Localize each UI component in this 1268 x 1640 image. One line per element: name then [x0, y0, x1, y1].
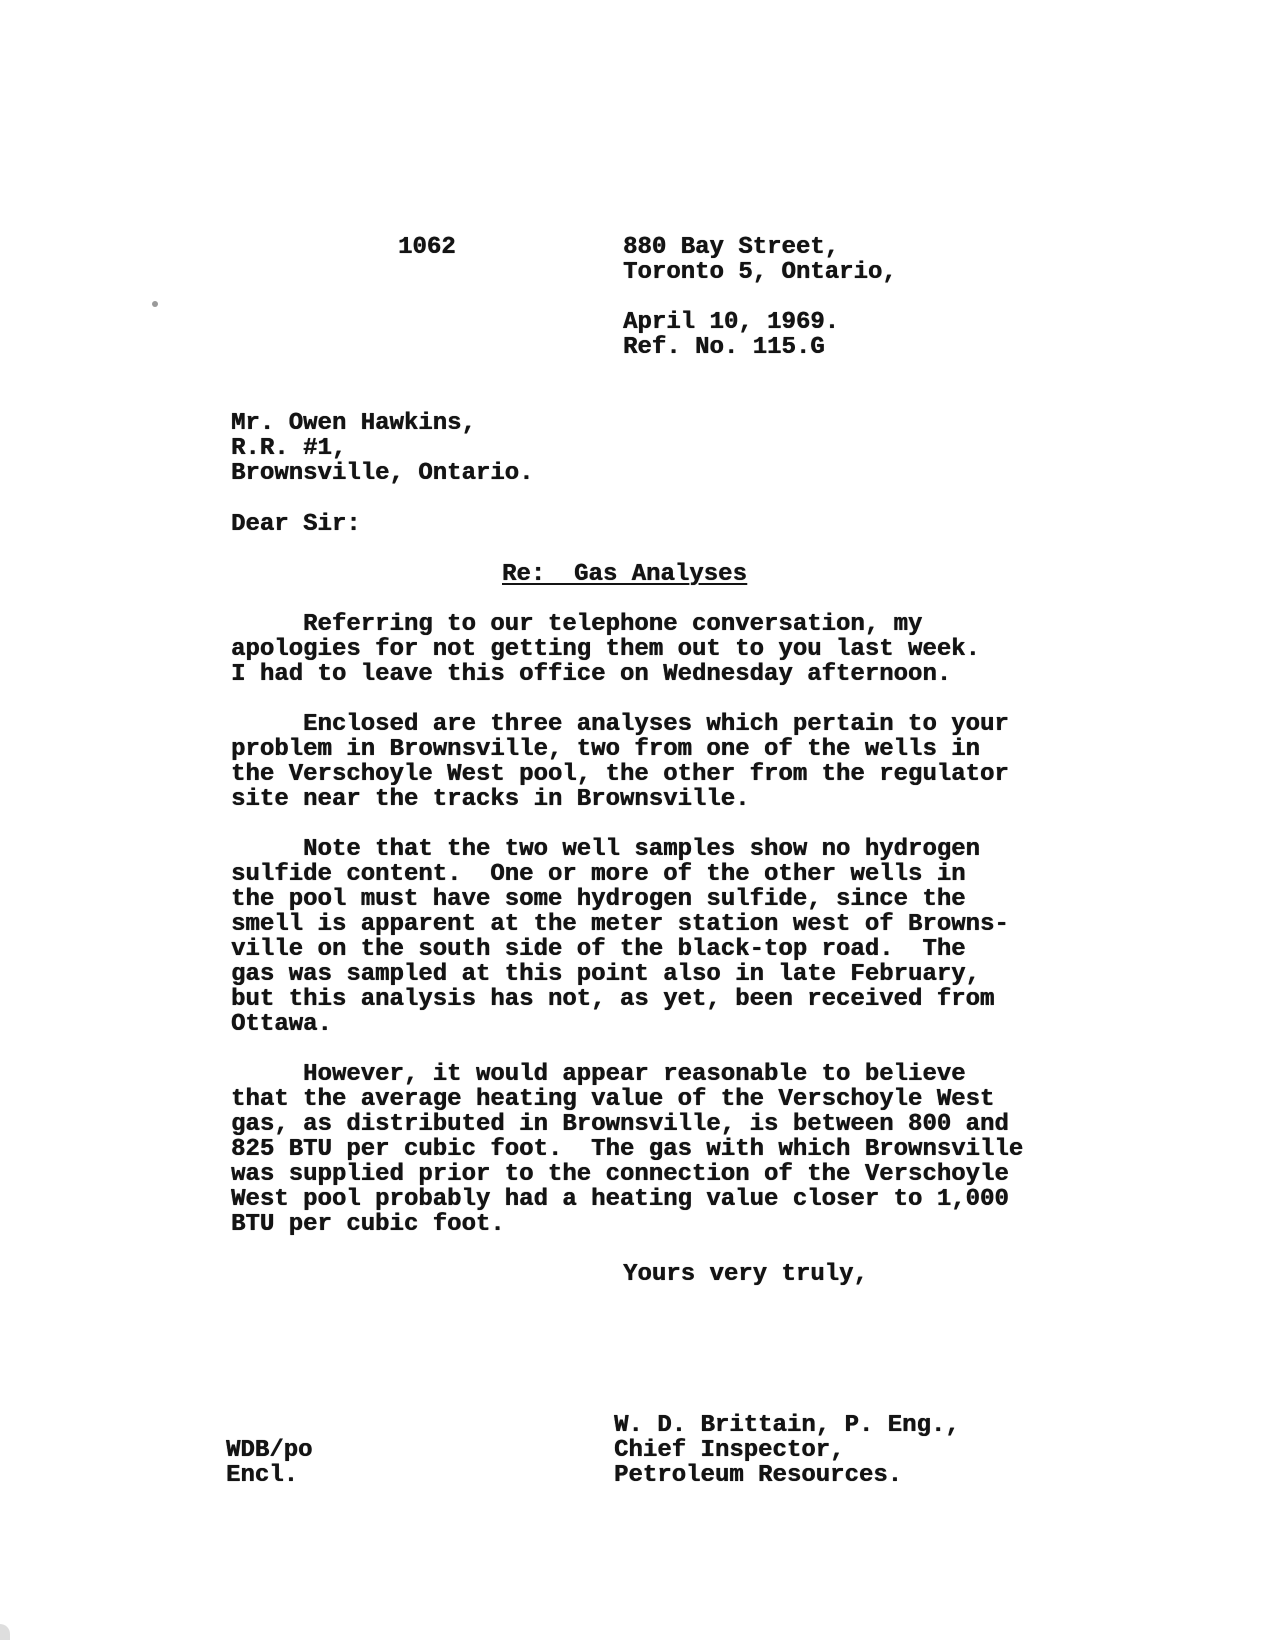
- scan-corner-mark: [0, 1624, 10, 1640]
- body-line: sulfide content. One or more of the other wells in: [231, 861, 966, 888]
- address-line: Toronto 5, Ontario,: [623, 259, 897, 286]
- recipient-line: Brownsville, Ontario.: [231, 460, 534, 487]
- paper-speck: [152, 301, 158, 307]
- body-line: West pool probably had a heating value closer to 1,000: [231, 1186, 1009, 1213]
- body-line: problem in Brownsville, two from one of the wells in: [231, 736, 980, 763]
- body-paragraph-1: [231, 612, 980, 687]
- body-line: 825 BTU per cubic foot. The gas with which Brownsville: [231, 1136, 1024, 1163]
- salutation: Dear Sir:: [231, 511, 361, 538]
- body-line: the Verschoyle West pool, the other from the regulator: [231, 761, 1009, 788]
- address-line: 880 Bay Street,: [623, 234, 840, 261]
- body-line: smell is apparent at the meter station west of Browns-: [231, 911, 1009, 938]
- body-paragraph-4: [231, 1062, 1023, 1237]
- recipient-line: Mr. Owen Hawkins,: [231, 410, 476, 437]
- body-line: gas, as distributed in Brownsville, is between 800 and: [231, 1111, 1009, 1138]
- date-block: [623, 310, 839, 360]
- body-line: I had to leave this office on Wednesday afternoon.: [231, 661, 952, 688]
- signature-line: Chief Inspector,: [614, 1437, 845, 1464]
- body-line: that the average heating value of the Verschoyle West: [231, 1086, 995, 1113]
- letter-date: April 10, 1969.: [623, 309, 840, 336]
- file-number: 1062: [398, 234, 456, 261]
- enclosure-line: Encl.: [226, 1462, 299, 1489]
- signature-block: [614, 1413, 960, 1488]
- signature-line: Petroleum Resources.: [614, 1462, 903, 1489]
- signature-line: W. D. Brittain, P. Eng.,: [614, 1412, 960, 1439]
- reference-number: Ref. No. 115.G: [623, 334, 825, 361]
- recipient-line: R.R. #1,: [231, 435, 347, 462]
- body-line: the pool must have some hydrogen sulfide, since the: [231, 886, 966, 913]
- body-paragraph-2: [231, 712, 1009, 812]
- body-line: site near the tracks in Brownsville.: [231, 786, 750, 813]
- body-line: However, it would appear reasonable to believe: [231, 1061, 966, 1088]
- body-line: ville on the south side of the black-top road. The: [231, 936, 966, 963]
- initials-block: [226, 1438, 312, 1488]
- initials-line: WDB/po: [226, 1437, 313, 1464]
- body-line: BTU per cubic foot.: [231, 1211, 505, 1238]
- body-line: gas was sampled at this point also in late February,: [231, 961, 980, 988]
- body-line: Ottawa.: [231, 1011, 332, 1038]
- sender-address: [623, 235, 897, 285]
- body-line: Enclosed are three analyses which pertain to your: [231, 711, 1009, 738]
- body-line: but this analysis has not, as yet, been received from: [231, 986, 995, 1013]
- body-line: apologies for not getting them out to you last week.: [231, 636, 980, 663]
- subject-line: Re: Gas Analyses: [502, 561, 747, 588]
- body-line: Referring to our telephone conversation, my: [231, 611, 923, 638]
- body-line: Note that the two well samples show no hydrogen: [231, 836, 980, 863]
- closing: Yours very truly,: [623, 1261, 868, 1288]
- body-line: was supplied prior to the connection of the Verschoyle: [231, 1161, 1009, 1188]
- body-paragraph-3: [231, 837, 1009, 1037]
- recipient-address: [231, 411, 533, 486]
